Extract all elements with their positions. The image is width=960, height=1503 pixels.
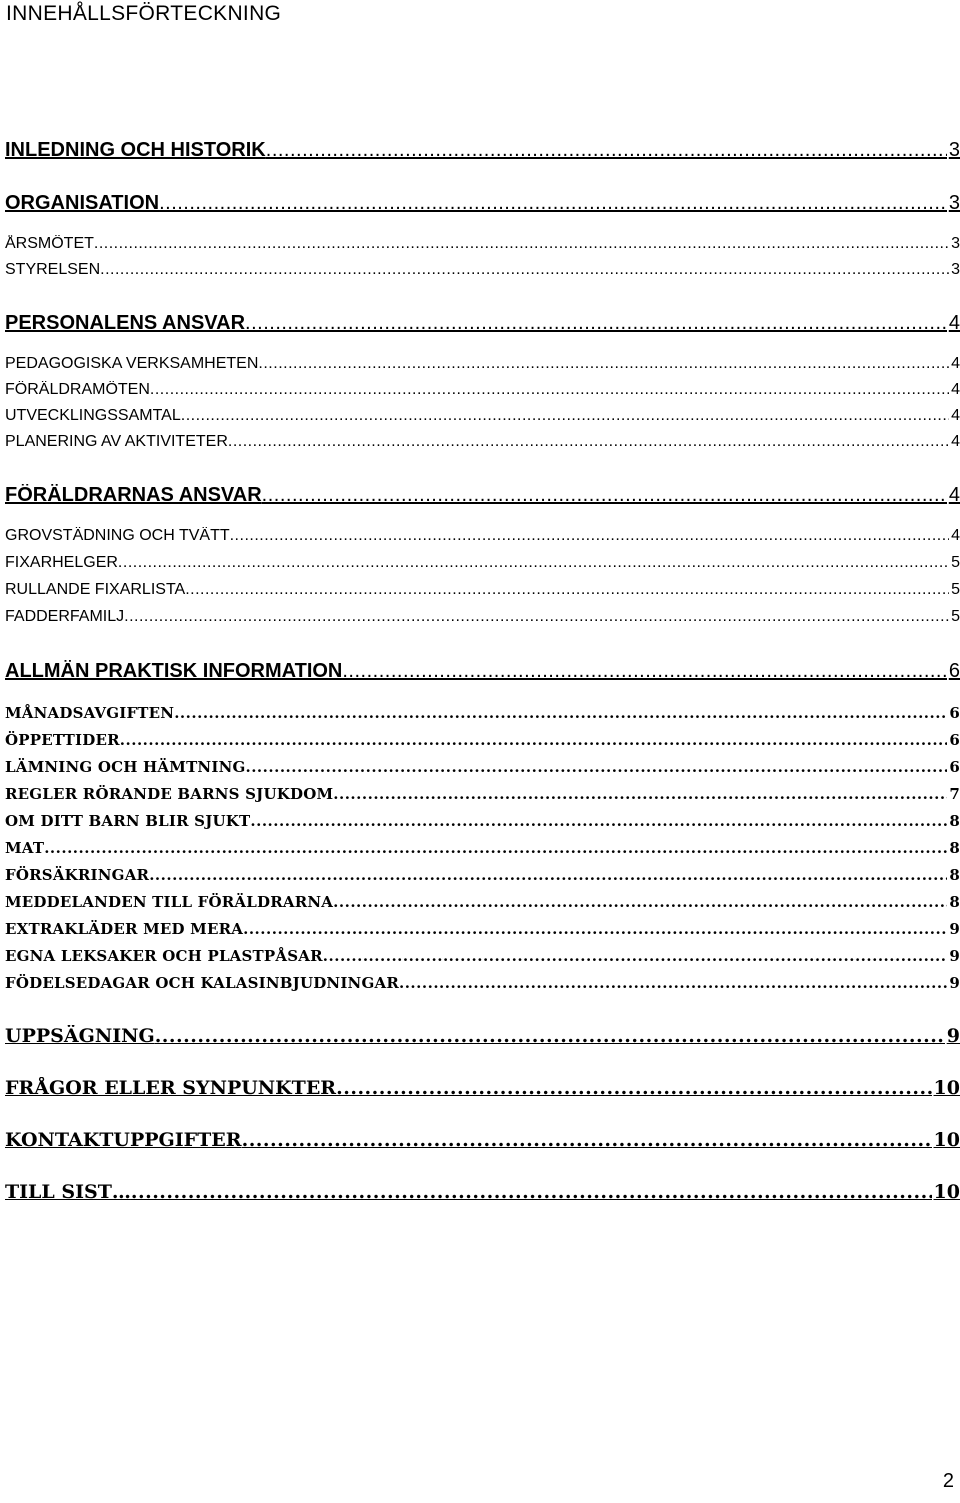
toc-entry-title: RULLANDE FIXARLISTA (5, 581, 186, 598)
toc-entry-page: 5 (951, 581, 960, 598)
toc-dot-leader (181, 407, 949, 425)
toc-dot-leader (250, 812, 947, 830)
toc-entry-title: FÖDELSEDAGAR OCH KALASINBJUDNINGAR (5, 974, 399, 992)
toc-entry-page: 5 (951, 608, 960, 625)
toc-entry-styrelsen[interactable] (5, 261, 960, 279)
toc-entry-inledning-och-historik[interactable] (5, 139, 960, 162)
toc-entry-title: PLANERING AV AKTIVITETER (5, 433, 228, 450)
toc-entry-meddelanden-till-foraldrarna[interactable] (5, 893, 960, 911)
toc-entry-page: 3 (951, 261, 960, 278)
toc-entry-page: 4 (948, 312, 960, 334)
toc-entry-title: FIXARHELGER (5, 554, 118, 571)
toc-dot-leader (336, 1077, 931, 1099)
toc-entry-title: EGNA LEKSAKER OCH PLASTPÅSAR (5, 947, 323, 965)
toc-dot-leader (333, 785, 947, 803)
toc-entry-page: 4 (951, 433, 960, 450)
toc-dot-leader (230, 527, 949, 545)
toc-dot-leader (243, 920, 947, 938)
toc-entry-egna-leksaker-och-plastpasar[interactable] (5, 947, 960, 965)
toc-entry-page: 9 (946, 1025, 960, 1047)
toc-entry-title: PEDAGOGISKA VERKSAMHETEN (5, 355, 259, 372)
toc-entry-title: GROVSTÄDNING OCH TVÄTT (5, 527, 230, 544)
toc-entry-page: 9 (949, 920, 960, 938)
toc-entry-till-sist[interactable] (5, 1181, 960, 1203)
toc-entry-regler-rorande-barns-sjukdom[interactable] (5, 785, 960, 803)
toc-entry-foraldrarnas-ansvar[interactable] (5, 484, 960, 507)
toc-entry-title: FRÅGOR ELLER SYNPUNKTER (5, 1077, 337, 1099)
toc-entry-page: 4 (951, 527, 960, 544)
toc-entry-page: 4 (951, 355, 960, 372)
toc-entry-page: 3 (948, 192, 960, 214)
page-title: INNEHÅLLSFÖRTECKNING (6, 2, 282, 25)
toc-dot-leader (185, 581, 949, 599)
toc-dot-leader (342, 660, 947, 683)
toc-entry-page: 6 (949, 704, 960, 722)
toc-entry-pedagogiska-verksamheten[interactable] (5, 355, 960, 373)
toc-entry-page: 4 (948, 484, 960, 506)
toc-entry-title: FADDERFAMILJ (5, 608, 125, 625)
toc-dot-leader (155, 1025, 945, 1047)
toc-entry-title: LÄMNING OCH HÄMTNING (5, 758, 246, 776)
toc-dot-leader (159, 192, 947, 215)
toc-entry-title: UPPSÄGNING (5, 1025, 155, 1047)
toc-dot-leader (262, 484, 947, 507)
toc-entry-extraklader-med-mera[interactable] (5, 920, 960, 938)
toc-entry-title: ALLMÄN PRAKTISK INFORMATION (5, 660, 343, 682)
toc-entry-title: KONTAKTUPPGIFTER (5, 1129, 242, 1151)
toc-entry-uppsagning[interactable] (5, 1025, 960, 1047)
toc-dot-leader (323, 947, 948, 965)
toc-entry-title: EXTRAKLÄDER MED MERA (5, 920, 244, 938)
toc-entry-page: 9 (949, 947, 960, 965)
toc-dot-leader (94, 235, 949, 253)
toc-entry-page: 3 (948, 139, 960, 161)
toc-dot-leader (228, 433, 949, 451)
toc-entry-fodelsedagar-och-kalasinbjudningar[interactable] (5, 974, 960, 992)
toc-entry-page: 5 (951, 554, 960, 571)
toc-entry-kontaktuppgifter[interactable] (5, 1129, 960, 1151)
toc-entry-page: 10 (933, 1077, 960, 1099)
toc-entry-lamning-och-hamtning[interactable] (5, 758, 960, 776)
toc-dot-leader (149, 866, 947, 884)
toc-entry-page: 9 (949, 974, 960, 992)
toc-entry-page: 7 (949, 785, 960, 803)
toc-entry-rullande-fixarlista[interactable] (5, 581, 960, 599)
toc-entry-allman-praktisk-information[interactable] (5, 660, 960, 683)
page-number: 2 (942, 1470, 954, 1492)
toc-entry-title: MÅNADSAVGIFTEN (5, 704, 175, 722)
toc-dot-leader (150, 381, 949, 399)
toc-entry-title: TILL SIST… (5, 1181, 131, 1203)
toc-entry-forsakringar[interactable] (5, 866, 960, 884)
toc-entry-mat[interactable] (5, 839, 960, 857)
toc-entry-page: 3 (951, 235, 960, 252)
toc-entry-title: FÖRÄLDRARNAS ANSVAR (5, 484, 262, 506)
toc-entry-planering-av-aktiviteter[interactable] (5, 433, 960, 451)
toc-dot-leader (242, 1129, 932, 1151)
toc-entry-page: 8 (949, 839, 960, 857)
toc-entry-page: 6 (949, 758, 960, 776)
toc-entry-page: 8 (949, 812, 960, 830)
toc-dot-leader (44, 839, 947, 857)
toc-entry-fixarhelger[interactable] (5, 554, 960, 572)
toc-entry-grovstadning-och-tvatt[interactable] (5, 527, 960, 545)
toc-dot-leader (124, 608, 949, 626)
toc-entry-title: FÖRSÄKRINGAR (5, 866, 150, 884)
toc-entry-title: MEDDELANDEN TILL FÖRÄLDRARNA (5, 893, 334, 911)
toc-entry-arsmotet[interactable] (5, 235, 960, 253)
toc-entry-page: 8 (949, 866, 960, 884)
toc-entry-title: PERSONALENS ANSVAR (5, 312, 246, 334)
toc-entry-page: 10 (933, 1129, 960, 1151)
toc-dot-leader (245, 312, 947, 335)
toc-dot-leader (131, 1181, 932, 1203)
toc-dot-leader (245, 758, 947, 776)
toc-dot-leader (118, 554, 949, 572)
toc-entry-personalens-ansvar[interactable] (5, 312, 960, 335)
toc-entry-foraldramoten[interactable] (5, 381, 960, 399)
toc-entry-page: 8 (949, 893, 960, 911)
toc-dot-leader (266, 139, 947, 162)
toc-entry-title: REGLER RÖRANDE BARNS SJUKDOM (5, 785, 334, 803)
toc-entry-fragor-eller-synpunkter[interactable] (5, 1077, 960, 1099)
toc-entry-title: ÖPPETTIDER (5, 731, 120, 749)
toc-dot-leader (399, 974, 947, 992)
toc-entry-utvecklingssamtal[interactable] (5, 407, 960, 425)
toc-entry-manadsavgiften[interactable] (5, 704, 960, 722)
toc-entry-title: FÖRÄLDRAMÖTEN (5, 381, 150, 398)
toc-entry-title: OM DITT BARN BLIR SJUKT (5, 812, 251, 830)
toc-entry-title: UTVECKLINGSSAMTAL (5, 407, 181, 424)
toc-entry-page: 4 (951, 381, 960, 398)
toc-entry-page: 6 (948, 660, 960, 682)
toc-entry-title: ÅRSMÖTET (5, 235, 94, 252)
toc-dot-leader (120, 731, 948, 749)
toc-dot-leader (333, 893, 947, 911)
toc-dot-leader (100, 261, 949, 279)
toc-dot-leader (174, 704, 947, 722)
toc-entry-page: 10 (933, 1181, 960, 1203)
toc-entry-title: STYRELSEN (5, 261, 101, 278)
toc-entry-organisation[interactable] (5, 192, 960, 215)
toc-entry-om-ditt-barn-blir-sjukt[interactable] (5, 812, 960, 830)
toc-entry-title: ORGANISATION (5, 192, 160, 214)
toc-entry-page: 6 (949, 731, 960, 749)
toc-dot-leader (258, 355, 949, 373)
toc-entry-fadderfamilj[interactable] (5, 608, 960, 626)
toc-entry-page: 4 (951, 407, 960, 424)
toc-entry-oppettider[interactable] (5, 731, 960, 749)
toc-entry-title: INLEDNING OCH HISTORIK (5, 139, 266, 161)
toc-entry-title: MAT (5, 839, 45, 857)
